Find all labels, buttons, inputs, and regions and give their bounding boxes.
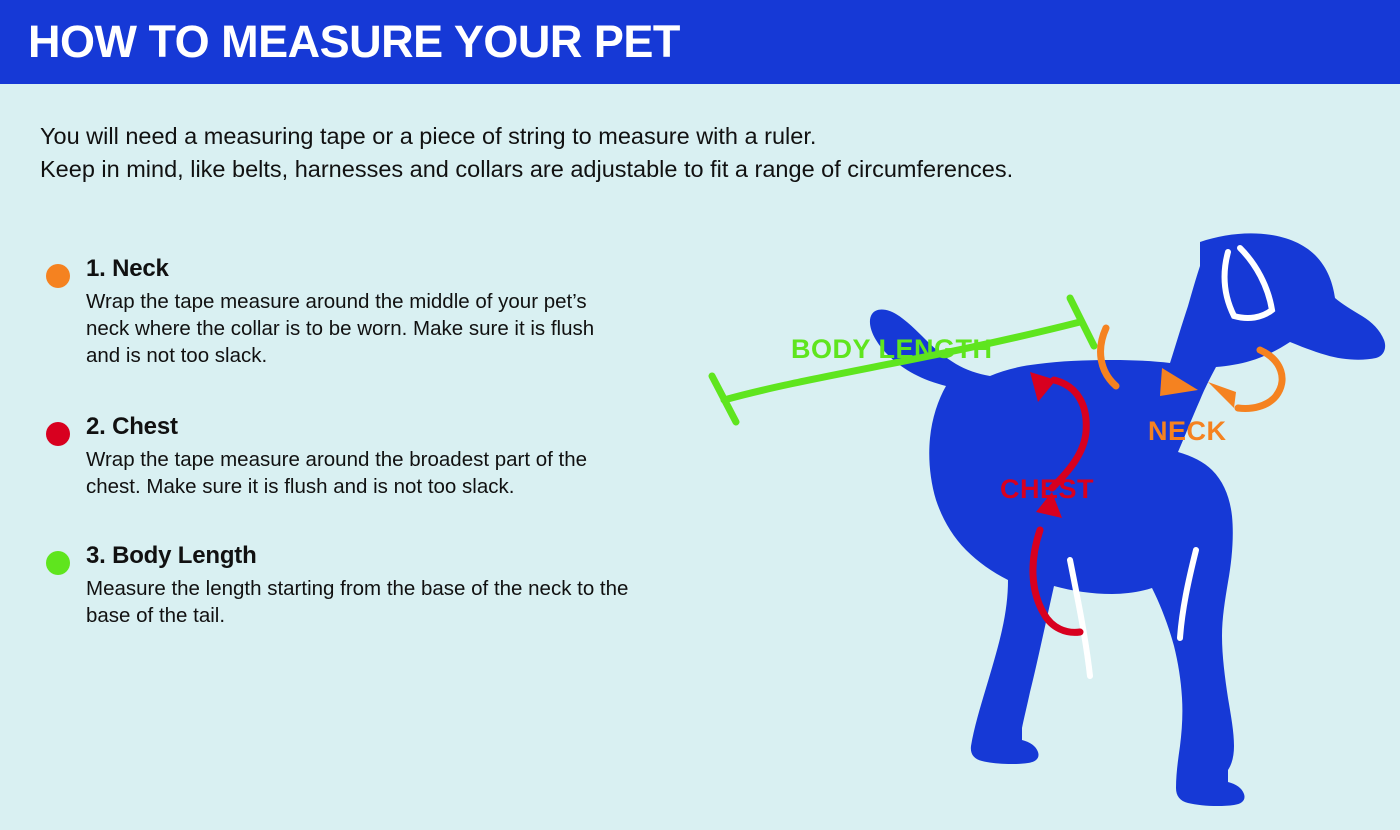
page-title: HOW TO MEASURE YOUR PET: [28, 16, 680, 67]
intro-line-1: You will need a measuring tape or a piece of string to measure with a ruler.: [40, 123, 817, 149]
intro-line-2: Keep in mind, like belts, harnesses and collars are adjustable to fit a range of circumferences.: [40, 156, 1014, 183]
step-item-body-length: [40, 542, 630, 629]
label-chest: CHEST: [1000, 474, 1095, 504]
dog-diagram: [600, 200, 1390, 820]
header-bar: [0, 0, 1400, 84]
steps-list: [40, 255, 630, 667]
label-body-length: BODY LENGTH: [791, 334, 993, 364]
step-item-neck: [40, 255, 630, 369]
step-bullet-chest-icon: [46, 422, 70, 446]
step-title-body-length: 3. Body Length: [86, 542, 257, 570]
step-title-neck: 1. Neck: [86, 255, 169, 282]
step-bullet-neck-icon: [46, 264, 70, 288]
label-neck: NECK: [1148, 416, 1227, 446]
step-bullet-body-length-icon: [46, 551, 70, 575]
intro-text: [40, 120, 1290, 187]
step-title-chest: 2. Chest: [86, 413, 178, 441]
step-body-chest: Wrap the tape measure around the broadest part of the chest. Make sure it is flush and is not too slack.: [86, 448, 588, 499]
step-body-neck: Wrap the tape measure around the middle of your pet’s neck where the collar is to be worn. Make sure it is flush and is not too slack.: [86, 290, 595, 368]
dog-silhouette-icon: [870, 233, 1385, 806]
step-item-chest: [40, 413, 630, 500]
step-body-body-length: Measure the length starting from the base of the neck to the base of the tail.: [86, 577, 629, 628]
